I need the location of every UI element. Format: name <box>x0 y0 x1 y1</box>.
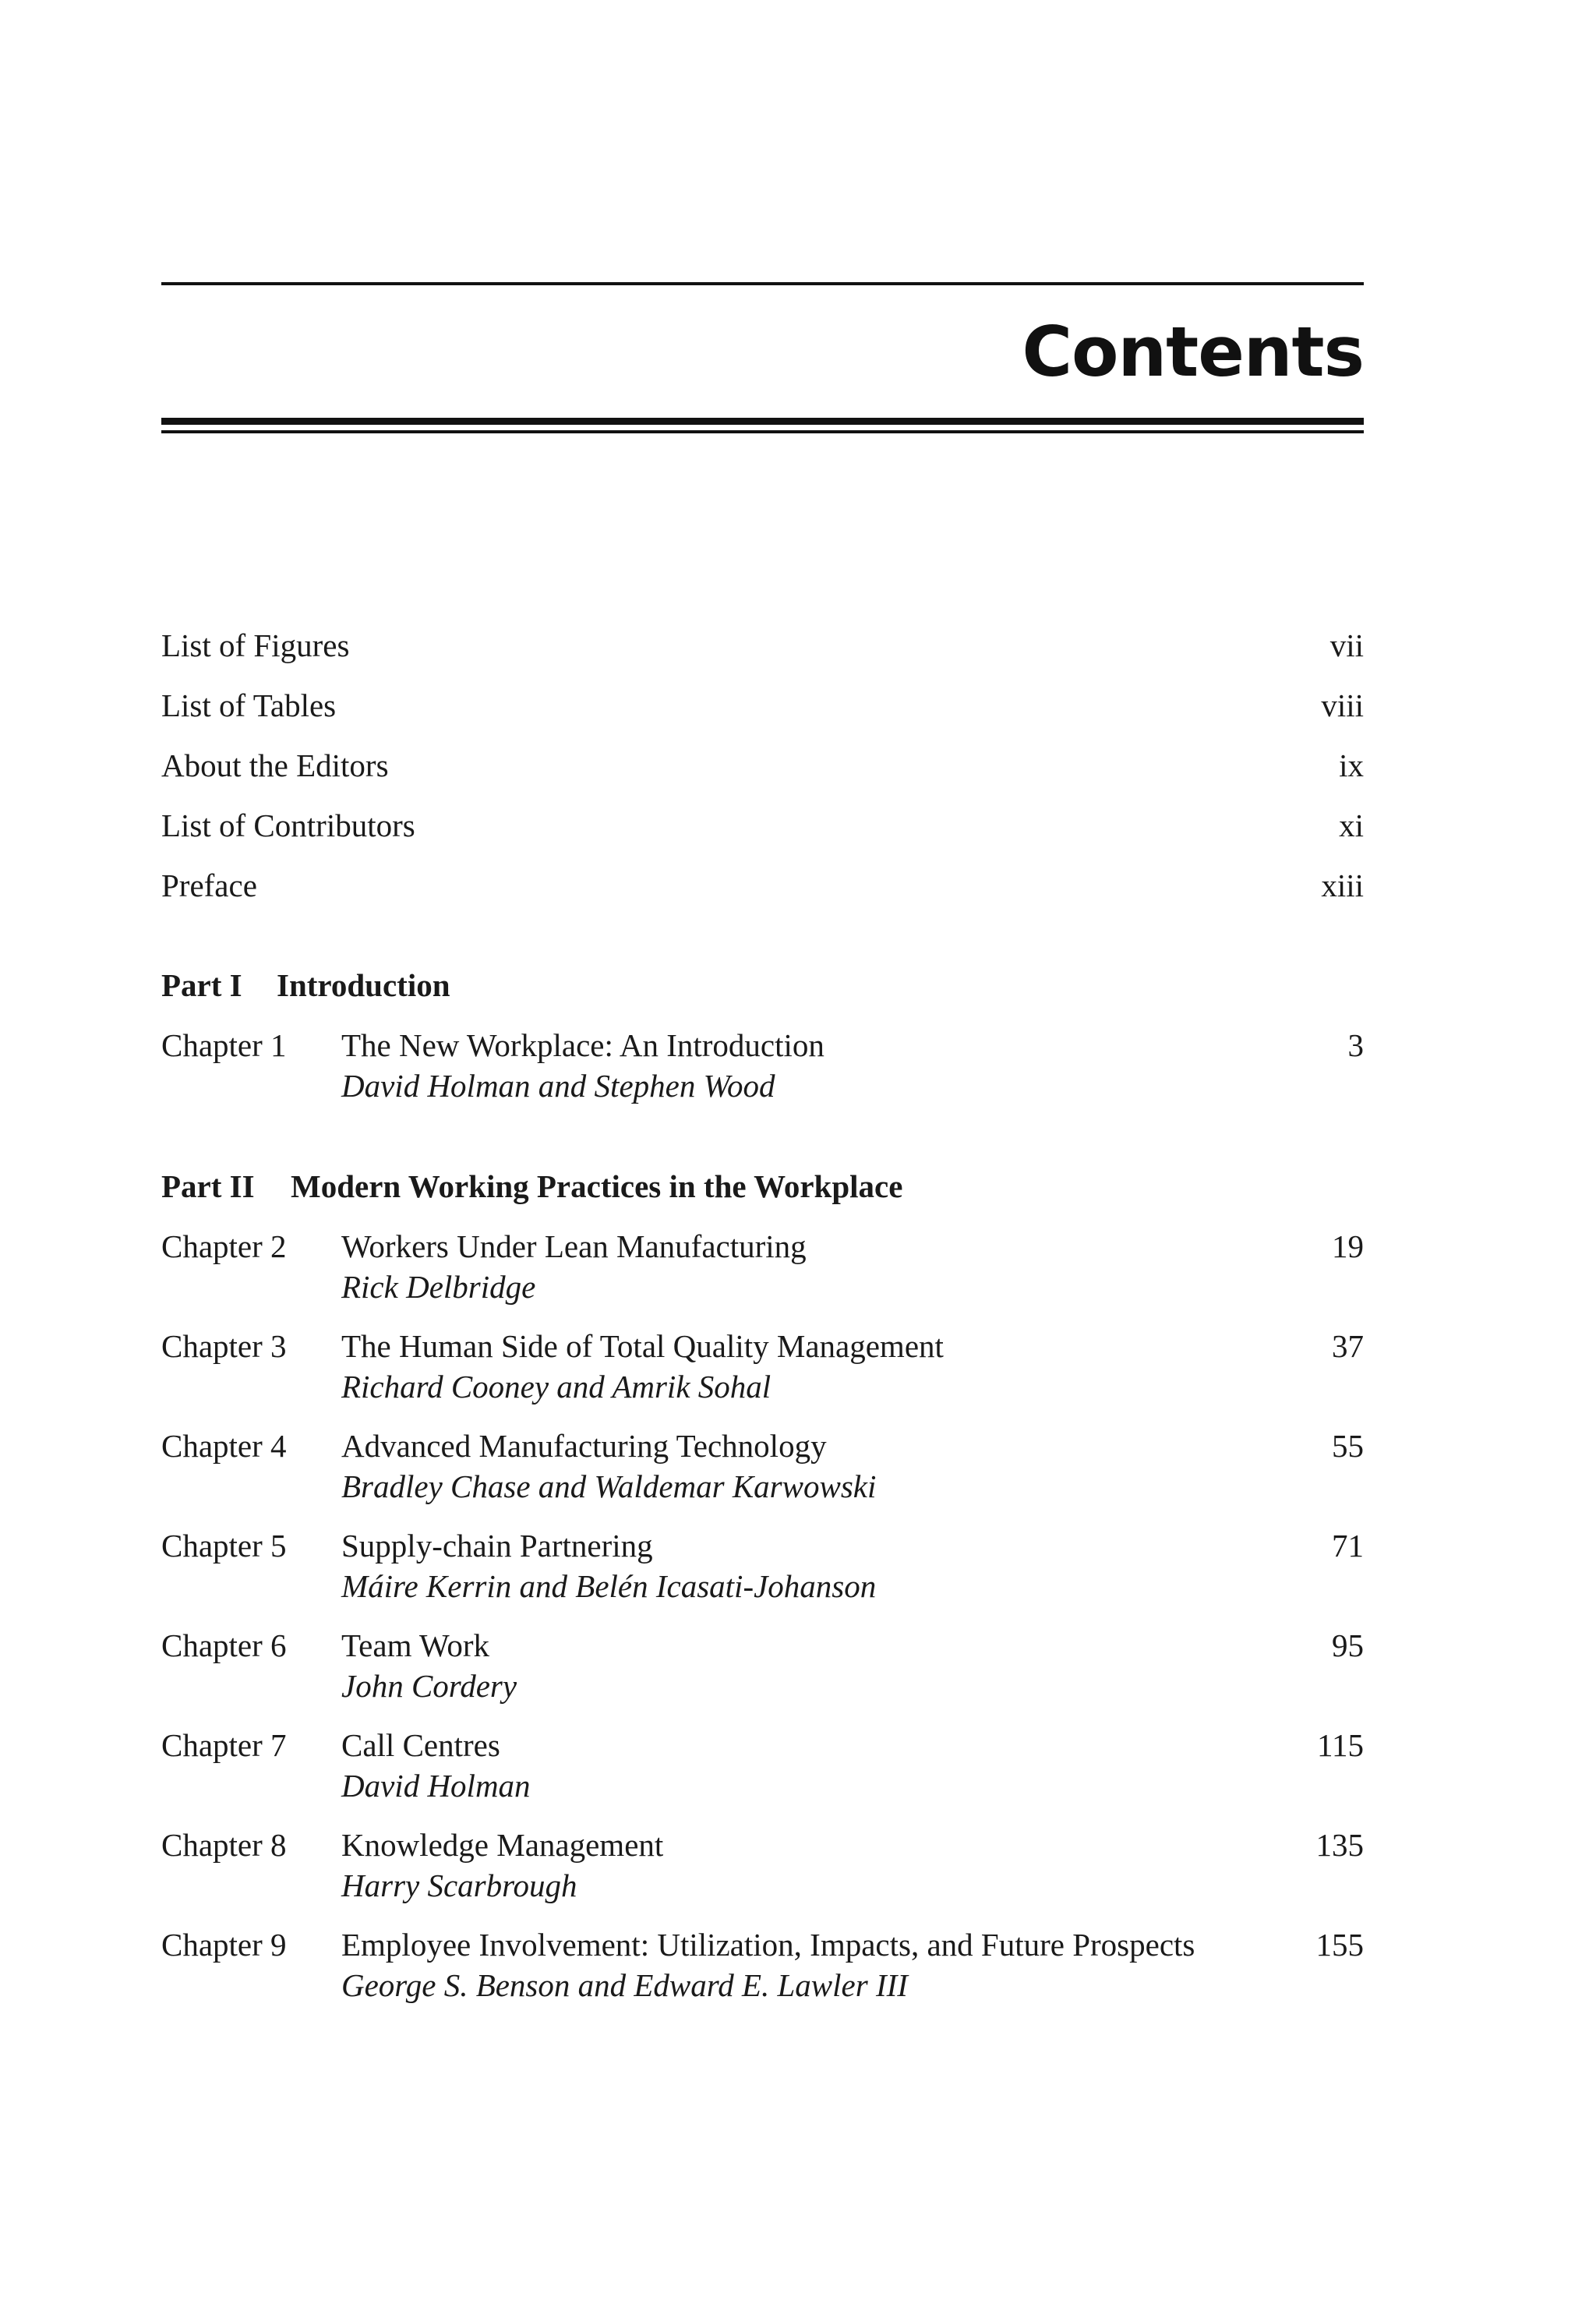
title-bottom-rule-thin <box>161 430 1364 433</box>
chapter-authors: John Cordery <box>341 1668 517 1704</box>
part-number: Part I <box>161 967 242 1003</box>
part-title: Introduction <box>277 967 450 1003</box>
chapter-title: Call Centres <box>341 1727 500 1763</box>
chapter-number: Chapter 2 <box>161 1228 287 1264</box>
chapter-number: Chapter 6 <box>161 1627 287 1663</box>
chapter-title: Employee Involvement: Utilization, Impacts, and Future Prospects <box>341 1927 1195 1963</box>
part-number: Part II <box>161 1168 255 1204</box>
chapter-title: The Human Side of Total Quality Management <box>341 1328 944 1364</box>
chapter-authors: George S. Benson and Edward E. Lawler III <box>341 1967 908 2003</box>
chapter-authors: Rick Delbridge <box>341 1269 536 1305</box>
chapter-authors: Harry Scarbrough <box>341 1867 577 1903</box>
toc-entry-page: ix <box>1339 747 1364 783</box>
toc-entry-label: List of Tables <box>161 687 337 723</box>
chapter-page: 115 <box>1317 1727 1364 1763</box>
toc-entry-page: viii <box>1321 687 1364 723</box>
chapter-number: Chapter 1 <box>161 1027 287 1063</box>
title-top-rule <box>161 282 1364 285</box>
toc-entry-label: About the Editors <box>161 747 389 783</box>
chapter-page: 155 <box>1315 1927 1364 1963</box>
chapter-number: Chapter 3 <box>161 1328 287 1364</box>
chapter-title: The New Workplace: An Introduction <box>341 1027 824 1063</box>
chapter-page: 19 <box>1332 1228 1364 1264</box>
toc-entry-page: xiii <box>1321 867 1364 903</box>
chapter-authors: Bradley Chase and Waldemar Karwowski <box>341 1468 877 1504</box>
chapter-page: 3 <box>1347 1027 1364 1063</box>
chapter-title: Workers Under Lean Manufacturing <box>341 1228 807 1264</box>
chapter-title: Advanced Manufacturing Technology <box>341 1428 827 1464</box>
title-bottom-rule-thick <box>161 418 1364 425</box>
toc-entry-page: vii <box>1329 627 1364 663</box>
chapter-number: Chapter 8 <box>161 1827 287 1863</box>
toc-entry-page: xi <box>1339 807 1364 843</box>
chapter-authors: Richard Cooney and Amrik Sohal <box>341 1369 772 1405</box>
chapter-number: Chapter 7 <box>161 1727 287 1763</box>
chapter-page: 55 <box>1332 1428 1364 1464</box>
chapter-authors: Máire Kerrin and Belén Icasati-Johanson <box>341 1568 877 1604</box>
chapter-title: Supply-chain Partnering <box>341 1528 653 1564</box>
toc-entry-label: List of Figures <box>161 627 350 663</box>
page-title: Contents <box>1022 312 1364 392</box>
chapter-number: Chapter 5 <box>161 1528 287 1564</box>
chapter-authors: David Holman <box>341 1768 531 1804</box>
chapter-page: 95 <box>1332 1627 1364 1663</box>
part-title: Modern Working Practices in the Workplace <box>291 1168 903 1204</box>
chapter-title: Knowledge Management <box>341 1827 664 1863</box>
chapter-number: Chapter 9 <box>161 1927 287 1963</box>
chapter-page: 71 <box>1332 1528 1364 1564</box>
chapter-authors: David Holman and Stephen Wood <box>341 1068 775 1104</box>
chapter-page: 37 <box>1332 1328 1364 1364</box>
toc-entry-label: Preface <box>161 867 257 903</box>
chapter-page: 135 <box>1315 1827 1364 1863</box>
chapter-number: Chapter 4 <box>161 1428 287 1464</box>
chapter-title: Team Work <box>341 1627 490 1663</box>
toc-entry-label: List of Contributors <box>161 807 415 843</box>
